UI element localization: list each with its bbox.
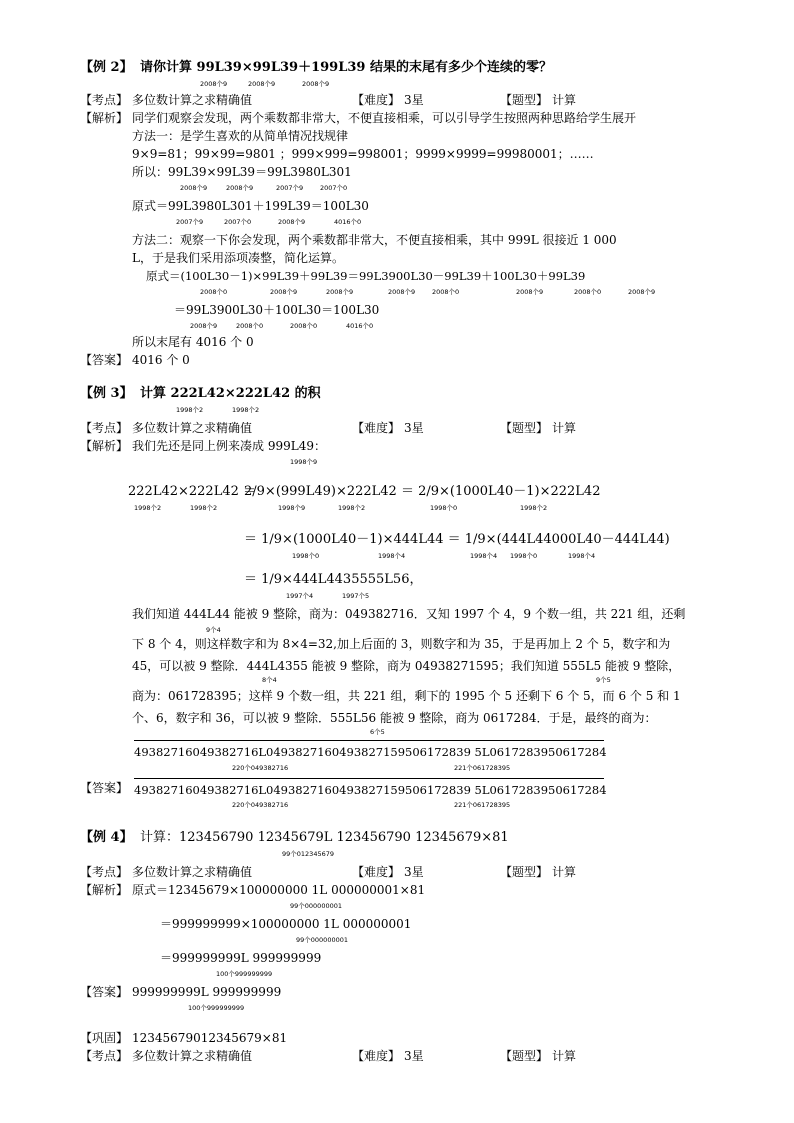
ex2-method-2-line1: 方法二：观察一下你会发现，两个乘数都非常大，不便直接相乘，其中 999L 很接近 1 000 [132, 233, 617, 247]
ex2-method-1-orig: 原式＝99L3980L301＋199L39＝100L30 [132, 199, 369, 213]
subscript: 2008个0 [236, 322, 264, 330]
tixing-value: 计算 [552, 93, 577, 107]
daan-label: 【答案】 [80, 353, 129, 367]
subscript: 100个999999999 [188, 1004, 245, 1012]
ex3-eq3: ＝ 1/9×444L4435555L56， [244, 572, 423, 587]
subscript: 221个061728395 [454, 801, 511, 809]
overline-rule [134, 740, 604, 741]
nandu-value: 3星 [404, 1049, 424, 1063]
kaodian-label: 【考点】 [80, 421, 129, 435]
nandu-value: 3星 [404, 865, 424, 879]
nandu-value: 3星 [404, 93, 424, 107]
kaodian-value: 多位数计算之求精确值 [132, 865, 253, 879]
subscript: 220个049382716 [232, 764, 289, 772]
jiexi-label: 【解析】 [80, 439, 129, 453]
subscript: 1998个2 [176, 406, 204, 414]
subscript: 1998个4 [378, 552, 406, 560]
subscript: 1998个4 [470, 552, 498, 560]
ex3-para-2: 下 8 个 4，则这样数字和为 8×4=32,加上后面的 3，则数字和为 35，于是再加上 2 个 5，数字和为 [132, 637, 671, 651]
subscript: 99个000000001 [296, 936, 348, 944]
subscript: 2008个9 [628, 288, 656, 296]
tixing-label: 【题型】 [500, 421, 549, 435]
subscript: 1998个0 [430, 504, 458, 512]
example-3-question: 计算 222L42×222L42 的积 [140, 386, 321, 401]
subscript: 1998个2 [190, 504, 218, 512]
ex4-eq2: ＝999999999×100000000 1L 000000001 [160, 917, 412, 931]
gonggu-text: 12345679012345679×81 [132, 1031, 288, 1045]
subscript: 2008个9 [516, 288, 544, 296]
ex3-result: 49382716049382716L0493827160493827159506172839 5L0617283950617284 [134, 745, 607, 759]
ex4-answer: 999999999L 999999999 [132, 985, 282, 999]
subscript: 1998个0 [292, 552, 320, 560]
ex4-eq3: ＝999999999L 999999999 [160, 951, 322, 965]
subscript: 1998个0 [510, 552, 538, 560]
subscript: 99个000000001 [290, 902, 342, 910]
jiexi-label: 【解析】 [80, 111, 129, 125]
subscript: 8个4 [262, 676, 277, 684]
overline-rule [134, 778, 604, 779]
kaodian-label: 【考点】 [80, 93, 129, 107]
kaodian-value: 多位数计算之求精确值 [132, 93, 253, 107]
subscript: 100个999999999 [216, 970, 273, 978]
subscript: 1998个2 [338, 504, 366, 512]
ex3-jiexi: 我们先还是同上例来凑成 999L49： [132, 439, 326, 453]
subscript: 2007个9 [276, 184, 304, 192]
tixing-value: 计算 [552, 1049, 577, 1063]
subscript: 2008个0 [432, 288, 460, 296]
subscript: 1998个2 [232, 406, 260, 414]
ex2-method-1: 方法一：是学生喜欢的从简单情况找规律 [132, 129, 349, 143]
nandu-value: 3星 [404, 421, 424, 435]
subscript: 1998个2 [520, 504, 548, 512]
subscript: 220个049382716 [232, 801, 289, 809]
subscript: 1998个9 [278, 504, 306, 512]
kaodian-value: 多位数计算之求精确值 [132, 421, 253, 435]
ex2-method-2-end: 所以末尾有 4016 个 0 [132, 335, 254, 349]
ex2-method-2-eq2: ＝99L3900L30＋100L30＝100L30 [174, 303, 380, 317]
kaodian-value: 多位数计算之求精确值 [132, 1049, 253, 1063]
ex3-para-1: 我们知道 444L44 能被 9 整除，商为：049382716．又知 1997 个 4，9 个数一组，共 221 组，还剩 [132, 607, 686, 621]
example-2-question: 请你计算 99L39×99L39＋199L39 结果的末尾有多少个连续的零？ [140, 60, 552, 75]
subscript: 2008个9 [180, 184, 208, 192]
tixing-value: 计算 [552, 421, 577, 435]
subscript: 9个4 [206, 626, 221, 634]
subscript: 2008个9 [200, 80, 228, 88]
jiexi-label: 【解析】 [80, 883, 129, 897]
subscript: 1998个9 [290, 458, 318, 466]
kaodian-label: 【考点】 [80, 865, 129, 879]
ex3-para-5: 个、6，数字和 36，可以被 9 整除．555L56 能被 9 整除，商为 0617284．于是，最终的商为： [132, 711, 657, 725]
nandu-label: 【难度】 [352, 865, 401, 879]
subscript: 2008个9 [278, 218, 306, 226]
example-3-tag: 【例 3】 [80, 386, 133, 401]
subscript: 1998个2 [134, 504, 162, 512]
subscript: 2008个0 [574, 288, 602, 296]
subscript: 2008个9 [388, 288, 416, 296]
ex3-eq1-right: 2/9×(999L49)×222L42 ＝ 2/9×(1000L40－1)×222L42 [244, 484, 601, 499]
ex2-jiexi-intro: 同学们观察会发现，两个乘数都非常大，不便直接相乘，可以引导学生按照两种思路给学生展开 [132, 111, 637, 125]
nandu-label: 【难度】 [352, 1049, 401, 1063]
tixing-label: 【题型】 [500, 865, 549, 879]
subscript: 2008个9 [270, 288, 298, 296]
subscript: 1998个4 [568, 552, 596, 560]
subscript: 221个061728395 [454, 764, 511, 772]
ex2-method-2-eq1: 原式＝(100L30－1)×99L39＋99L39＝99L3900L30－99L39＋100L30＋99L39 [146, 269, 586, 283]
daan-label: 【答案】 [80, 781, 129, 795]
subscript: 2007个0 [320, 184, 348, 192]
ex3-para-4: 商为：061728395；这样 9 个数一组，共 221 组，剩下的 1995 个 5 还剩下 6 个 5，而 6 个 5 和 1 [132, 689, 681, 703]
subscript: 6个5 [370, 728, 385, 736]
ex2-method-1-example: 9×9=81；99×99=9801 ；999×999=998001；9999×9999=99980001；…… [132, 147, 594, 161]
nandu-label: 【难度】 [352, 93, 401, 107]
subscript: 1997个4 [286, 592, 314, 600]
ex2-method-2-line2: L，于是我们采用添项凑整，简化运算。 [132, 251, 344, 265]
tixing-label: 【题型】 [500, 93, 549, 107]
ex2-method-1-so: 所以：99L39×99L39＝99L3980L301 [132, 165, 352, 179]
subscript: 2008个9 [326, 288, 354, 296]
ex3-eq1-left: 222L42×222L42 ＝ [128, 484, 257, 499]
gonggu-label: 【巩固】 [80, 1031, 129, 1045]
subscript: 2008个0 [290, 322, 318, 330]
ex3-answer: 49382716049382716L0493827160493827159506172839 5L0617283950617284 [134, 783, 607, 797]
example-4-tag: 【例 4】 [80, 830, 133, 845]
subscript: 99个012345679 [282, 850, 334, 858]
subscript: 2008个9 [190, 322, 218, 330]
subscript: 4016个0 [346, 322, 374, 330]
subscript: 2008个9 [302, 80, 330, 88]
tixing-value: 计算 [552, 865, 577, 879]
subscript: 2008个9 [226, 184, 254, 192]
subscript: 9个5 [596, 676, 611, 684]
ex2-answer: 4016 个 0 [132, 353, 190, 367]
example-2-tag: 【例 2】 [80, 60, 133, 75]
subscript: 4016个0 [334, 218, 362, 226]
nandu-label: 【难度】 [352, 421, 401, 435]
daan-label: 【答案】 [80, 985, 129, 999]
ex3-eq2: ＝ 1/9×(1000L40－1)×444L44 ＝ 1/9×(444L44000L40－444L44) [244, 532, 670, 547]
ex3-para-3: 45，可以被 9 整除．444L4355 能被 9 整除，商为 04938271595；我们知道 555L5 能被 9 整除， [132, 659, 681, 673]
example-4-question: 计算：123456790 12345679L 123456790 12345679×81 [140, 830, 509, 845]
subscript: 1997个5 [342, 592, 370, 600]
subscript: 2007个9 [176, 218, 204, 226]
ex4-jiexi: 原式＝12345679×100000000 1L 000000001×81 [132, 883, 426, 897]
tixing-label: 【题型】 [500, 1049, 549, 1063]
kaodian-label: 【考点】 [80, 1049, 129, 1063]
subscript: 2007个0 [224, 218, 252, 226]
subscript: 2008个0 [200, 288, 228, 296]
subscript: 2008个9 [248, 80, 276, 88]
